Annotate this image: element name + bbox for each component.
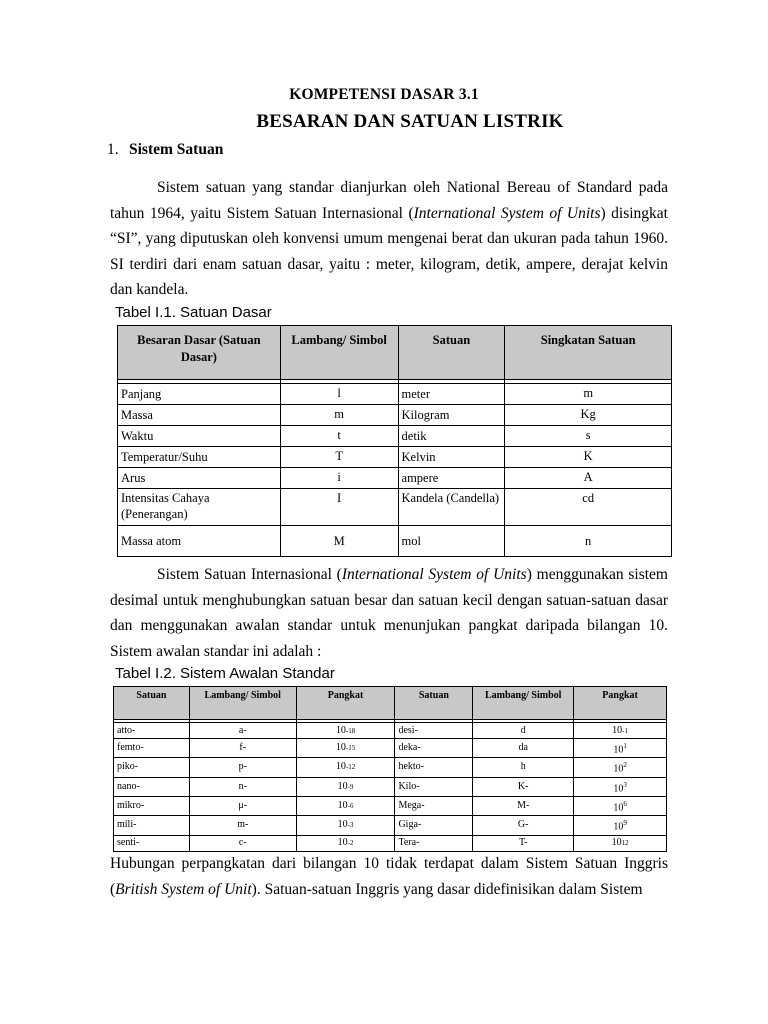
table-row: Arus i ampere A xyxy=(118,468,672,489)
section-heading xyxy=(107,141,223,159)
paragraph-intro: Sistem satuan yang standar dianjurkan oleh National Bereau of Standard pada tahun 1964, yaitu Sistem Satuan Internasional (International System of Units) disingkat “SI”, yang diputuskan oleh konvensi umum mengenai berat dan ukuran pada tahun 1960. SI terdiri dari enam satuan dasar, yaitu : meter, kilogram, detik, ampere, derajat kelvin dan kandela. xyxy=(110,179,668,298)
table-header-cell: Lambang/ Simbol xyxy=(473,687,574,720)
table-row: Massa m Kilogram Kg xyxy=(118,405,672,426)
table-row: mikro- μ- 10-6 Mega- M- $10^6$ xyxy=(114,796,667,815)
table-header-row xyxy=(114,687,667,720)
table-row: Waktu t detik s xyxy=(118,426,672,447)
table-row: nano- n- 10-9 Kilo- K- $10^3$ xyxy=(114,777,667,796)
paragraph-prefix-intro: Sistem Satuan Internasional (International System of Units) menggunakan sistem desimal untuk menghubungkan satuan besar dan satuan kecil dengan satuan-satuan dasar dan menggunakan awalan standar untuk menunjukan pangkat daripada bilangan 10. Sistem awalan standar ini adalah : xyxy=(110,566,668,660)
table-row: Intensitas Cahaya (Penerangan) I Kandela (Candella) cd xyxy=(118,489,672,526)
table-row: atto- a- 10-18 desi- d 10-1 xyxy=(114,723,667,739)
page-title: BESARAN DAN SATUAN LISTRIK xyxy=(256,111,564,132)
competency-heading: KOMPETENSI DASAR 3.1 xyxy=(289,86,479,103)
table-header-cell: Besaran Dasar (Satuan Dasar) xyxy=(118,326,281,380)
table-header-cell: Satuan xyxy=(114,687,190,720)
table-header-cell: Satuan xyxy=(398,326,505,380)
table-row: senti- c- 10-2 Tera- T- 1012 xyxy=(114,835,667,851)
table-row: mili- m- 10-3 Giga- G- $10^9$ xyxy=(114,816,667,835)
table-header-row xyxy=(118,326,672,380)
table-row: femto- f- 10-15 deka- da $10^1$ xyxy=(114,739,667,758)
table-header-cell: Pangkat xyxy=(296,687,395,720)
table-header-cell: Pangkat xyxy=(574,687,667,720)
table-row: Panjang l meter m xyxy=(118,384,672,405)
base-units-table xyxy=(117,325,672,557)
table-row: piko- p- 10-12 hekto- h $10^2$ xyxy=(114,758,667,777)
table-header-cell: Satuan xyxy=(395,687,473,720)
table-row: Temperatur/Suhu T Kelvin K xyxy=(118,447,672,468)
table-row: Massa atom M mol n xyxy=(118,526,672,557)
table-header-cell: Singkatan Satuan xyxy=(505,326,672,380)
prefix-table xyxy=(113,686,667,852)
table-header-cell: Lambang/ Simbol xyxy=(189,687,296,720)
table2-caption: Tabel I.2. Sistem Awalan Standar xyxy=(115,665,335,682)
paragraph-british-system: Hubungan perpangkatan dari bilangan 10 tidak terdapat dalam Sistem Satuan Inggris (British System of Unit). Satuan-satuan Inggris yang dasar didefinisikan dalam Sistem xyxy=(110,855,668,898)
table-header-cell: Lambang/ Simbol xyxy=(280,326,398,380)
section-label: Sistem Satuan xyxy=(129,141,224,158)
section-number: 1. xyxy=(107,141,119,158)
table1-caption: Tabel I.1. Satuan Dasar xyxy=(115,304,272,321)
